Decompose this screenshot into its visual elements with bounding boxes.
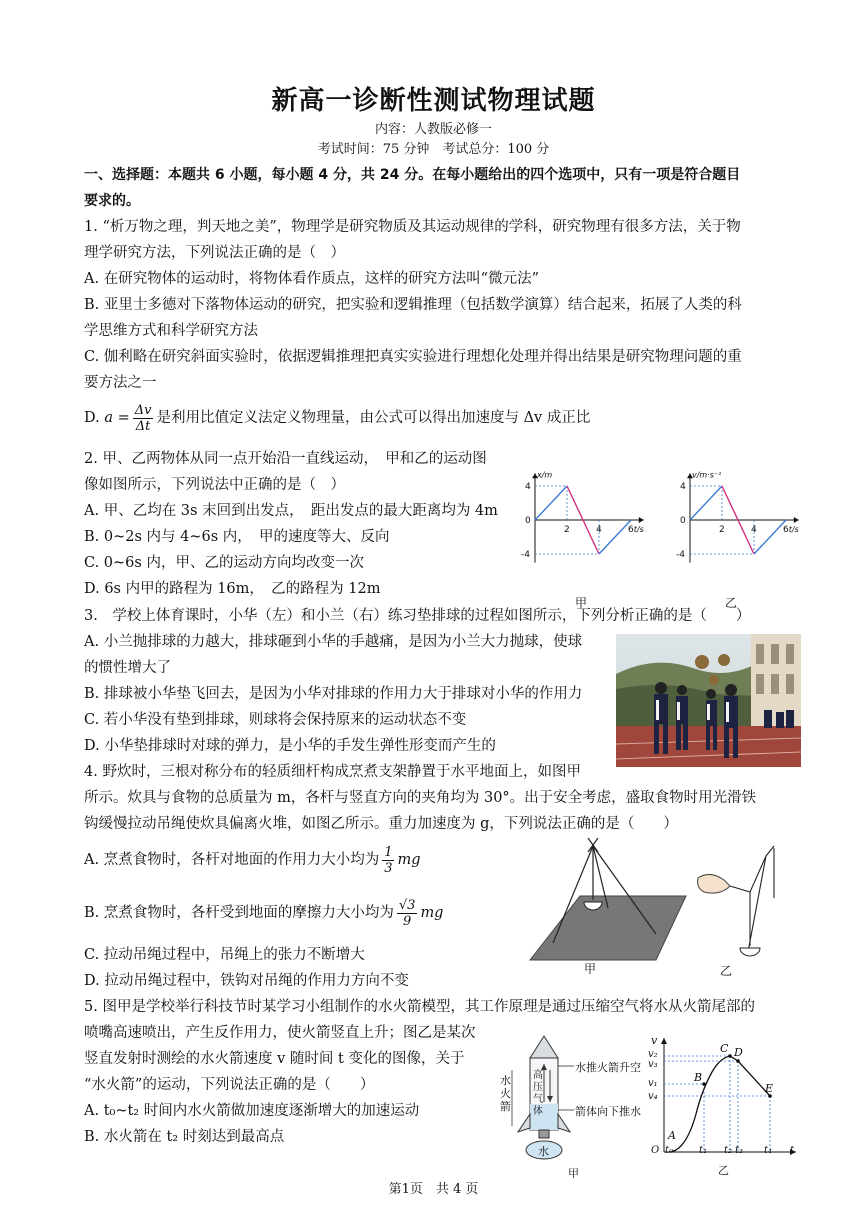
q3-option-d: D. 小华垫排球时对球的弹力，是小华的手发生弹性形变而产生的 [84,738,496,754]
chart0-ytick-0: 0 [525,516,531,526]
q4-option-a-unit: mg [397,852,421,868]
chart0-segment-0 [535,486,567,520]
q3-option-b: B. 排球被小华垫飞回去，是因为小华对排球的作用力大于排球对小华的作用力 [84,686,583,702]
chart0-xtick-4: 4 [596,525,602,535]
chart1-segment-2 [754,520,786,554]
q4-stem-line1: 4. 野炊时，三根对称分布的轻质细杆构成烹煮支架静置于水平地面上，如图甲 [84,764,581,780]
section-heading-line2: 要求的。 [84,193,140,209]
volleyball-photo [616,634,801,767]
hand-icon [698,874,730,893]
chart1-xtick-6: 6 [783,525,789,535]
section-heading-line1: 一、选择题：本题共 6 小题，每小题 4 分，共 24 分。在每小题给出的四个选项中，只有一项是符合题目 [84,167,741,183]
vt-point-d: D [734,1046,743,1059]
q4-option-a-text: A. 烹煮食物时，各杆对地面的作用力大小均为 [84,852,380,868]
rocket-side-label: 水火箭 [500,1074,511,1113]
q4-option-a [84,840,504,880]
rocket-inner-label: 高压气体 [533,1070,543,1117]
chart1-x-arrow [794,517,799,523]
content-subtitle: 内容：人教版必修一 [374,122,492,137]
q5-fig-yi-caption: 乙 [718,1164,729,1177]
q4-option-a-num: 1 [384,844,393,860]
q5-option-b: B. 水火箭在 t₂ 时刻达到最高点 [84,1129,285,1145]
q1-formula-lhs: a = [104,410,130,426]
q5-option-a: A. t₀~t₂ 时间内水火箭做加速度逐渐增大的加速运动 [84,1103,420,1119]
q4-tripod-figures [498,838,798,970]
hook-setup [730,846,774,952]
chart0-xtick-2: 2 [564,525,570,535]
chart1-ytick--4: -4 [676,550,685,560]
q4-option-d: D. 拉动吊绳过程中，铁钩对吊绳的作用力方向不变 [84,973,409,989]
chart0-xtick-6: 6 [628,525,634,535]
q3-stem: 3. 学校上体育课时，小华（左）和小兰（右）练习垫排球的过程如图所示，下列分析正确的是（ ） [84,608,751,624]
q1-option-b-line2: 学思维方式和科学研究方法 [84,323,258,339]
q1-option-b-line1: B. 亚里士多德对下落物体运动的研究，把实验和逻辑推理（包括数学演算）结合起来，拓展了人类的科 [84,297,742,313]
chart1-xtick-2: 2 [719,525,725,535]
rocket-water-label: 水 [538,1145,549,1158]
q1-option-a: A. 在研究物体的运动时，将物体看作质点，这样的研究方法叫“微元法” [84,271,540,287]
vt-label-v1: v₁ [648,1078,658,1089]
exam-info: 考试时间：75 分钟 考试总分：100 分 [317,142,550,157]
chart1-xtick-4: 4 [751,525,757,535]
q4-option-a-den: 3 [384,860,393,876]
vt-label-t4: t₄ [764,1145,773,1156]
q4-fig-jia-caption: 甲 [584,962,597,976]
q3-option-c: C. 若小华没有垫到排球，则球将会保持原来的运动状态不变 [84,712,467,728]
q5-stem-line3: 竖直发射时测绘的水火箭速度 v 随时间 t 变化的图像，关于 [84,1051,465,1067]
vt-point-b: B [694,1071,703,1084]
q4-option-b-unit: mg [420,905,444,921]
q1-stem-line1: 1. “析万物之理，判天地之美”，物理学是研究物质及其运动规律的学科，研究物理有很多方法，关于物 [84,219,741,235]
q2-option-b: B. 0~2s 内与 4~6s 内， 甲的速度等大、反向 [84,529,390,545]
chart0-segment-2 [599,520,631,554]
q4-stem-line3: 钩缓慢拉动吊绳使炊具偏离火堆，如图乙所示。重力加速度为 g，下列说法正确的是（ ） [84,816,678,832]
q1-option-c-line2: 要方法之一 [84,375,157,391]
pot-icon-2 [740,948,760,956]
q3-option-a-line1: A. 小兰抛排球的力越大，排球砸到小华的手越痛，是因为小兰大力抛球，使球 [84,634,583,650]
chart0-ytick-4: 4 [525,482,531,492]
q1-option-d-prefix: D. [84,410,100,426]
q5-stem-line1: 5. 图甲是学校举行科技节时某学习小组制作的水火箭模型，其工作原理是通过压缩空气将水从火箭尾部的 [84,999,755,1015]
q2-option-d: D. 6s 内甲的路程为 16m， 乙的路程为 12m [84,581,381,597]
q2-motion-graphs [505,462,805,592]
chart1-segment-0 [690,486,722,520]
q2-stem-line2: 像如图所示，下列说法中正确的是（ ） [84,477,345,493]
chart1-xlabel: t/s [788,525,799,534]
q4-option-c: C. 拉动吊绳过程中，吊绳上的张力不断增大 [84,947,365,963]
vt-label-t1: t₁ [699,1145,708,1156]
rocket-label-up: 水推火箭升空 [575,1061,641,1074]
q4-option-a-fraction [382,845,394,876]
q1-option-d-suffix: 是利用比值定义法定义物理量，由公式可以得出加速度与 Δv 成正比 [156,410,591,426]
vt-label-v4: v₄ [648,1091,658,1102]
q3-option-a-line2: 的惯性增大了 [84,660,171,676]
q4-option-b-text: B. 烹煮食物时，各杆受到地面的摩擦力大小均为 [84,905,394,921]
vt-point-e: E [765,1082,774,1095]
q2-fig-yi-caption: 乙 [725,596,738,610]
vt-label-v3: v₃ [648,1059,658,1070]
rocket-label-down: 箭体向下推水 [575,1105,641,1118]
vt-label-t2: t₂ [724,1145,733,1156]
vt-label-t3: t₃ [735,1145,744,1156]
q5-stem-line4: “水火箭”的运动，下列说法正确的是（ ） [84,1077,375,1093]
vt-label-origin: O [651,1145,660,1156]
q2-fig-jia-caption: 甲 [575,596,588,610]
vt-label-t0: t₀ [665,1145,674,1156]
vt-point-a: A [668,1129,676,1142]
chart1-ytick-0: 0 [680,516,686,526]
q2-option-c: C. 0~6s 内，甲、乙的运动方向均改变一次 [84,555,364,571]
chart1-ytick-4: 4 [680,482,686,492]
q2-stem-line1: 2. 甲、乙两物体从同一点开始沿一直线运动， 甲和乙的运动图 [84,451,487,467]
q2-option-a: A. 甲、乙均在 3s 末回到出发点， 距出发点的最大距离均为 4m [84,503,498,519]
q5-fig-jia-caption: 甲 [568,1167,579,1180]
chart0-ytick--4: -4 [521,550,530,560]
velocity-curve [670,1056,770,1152]
q1-option-c-line1: C. 伽利略在研究斜面实验时，依据逻辑推理把真实实验进行理想化处理并得出结果是研究物理问题的重 [84,349,742,365]
vt-axis-v-label: v [651,1034,658,1047]
vt-label-v2: v₂ [648,1049,658,1060]
water-rocket-figure [500,1030,640,1170]
q4-option-b-num: √3 [398,897,416,913]
q5-stem-line2: 喷嘴高速喷出，产生反作用力，使火箭竖直上升；图乙是某次 [84,1025,476,1041]
q4-option-b [84,893,504,933]
vt-point-c: C [720,1042,729,1055]
q1-formula-fraction [133,403,154,434]
chart0-xlabel: t/s [633,525,644,534]
vt-label-t: t [790,1145,795,1156]
chart1-ylabel: v/m·s⁻¹ [692,470,722,480]
rocket-nose [530,1036,558,1058]
q1-option-d [84,398,786,438]
q4-stem-line2: 所示。炊具与食物的总质量为 m，各杆与竖直方向的夹角均为 30°。出于安全考虑，盛取食物时用光滑铁 [84,790,757,806]
chart0-ylabel: x/m [537,470,553,480]
q4-option-b-fraction [397,898,418,929]
q4-option-b-den: 9 [403,913,412,929]
page-footer: 第1页 共 4 页 [388,1182,479,1197]
q1-stem-line2: 理学研究方法，下列说法正确的是（ ） [84,245,345,261]
page-title: 新高一诊断性测试物理试题 [271,86,596,116]
chart0-x-arrow [639,517,644,523]
q1-formula-den: Δt [135,418,151,434]
q1-formula-num: Δv [134,402,152,418]
q4-fig-yi-caption: 乙 [720,964,733,978]
